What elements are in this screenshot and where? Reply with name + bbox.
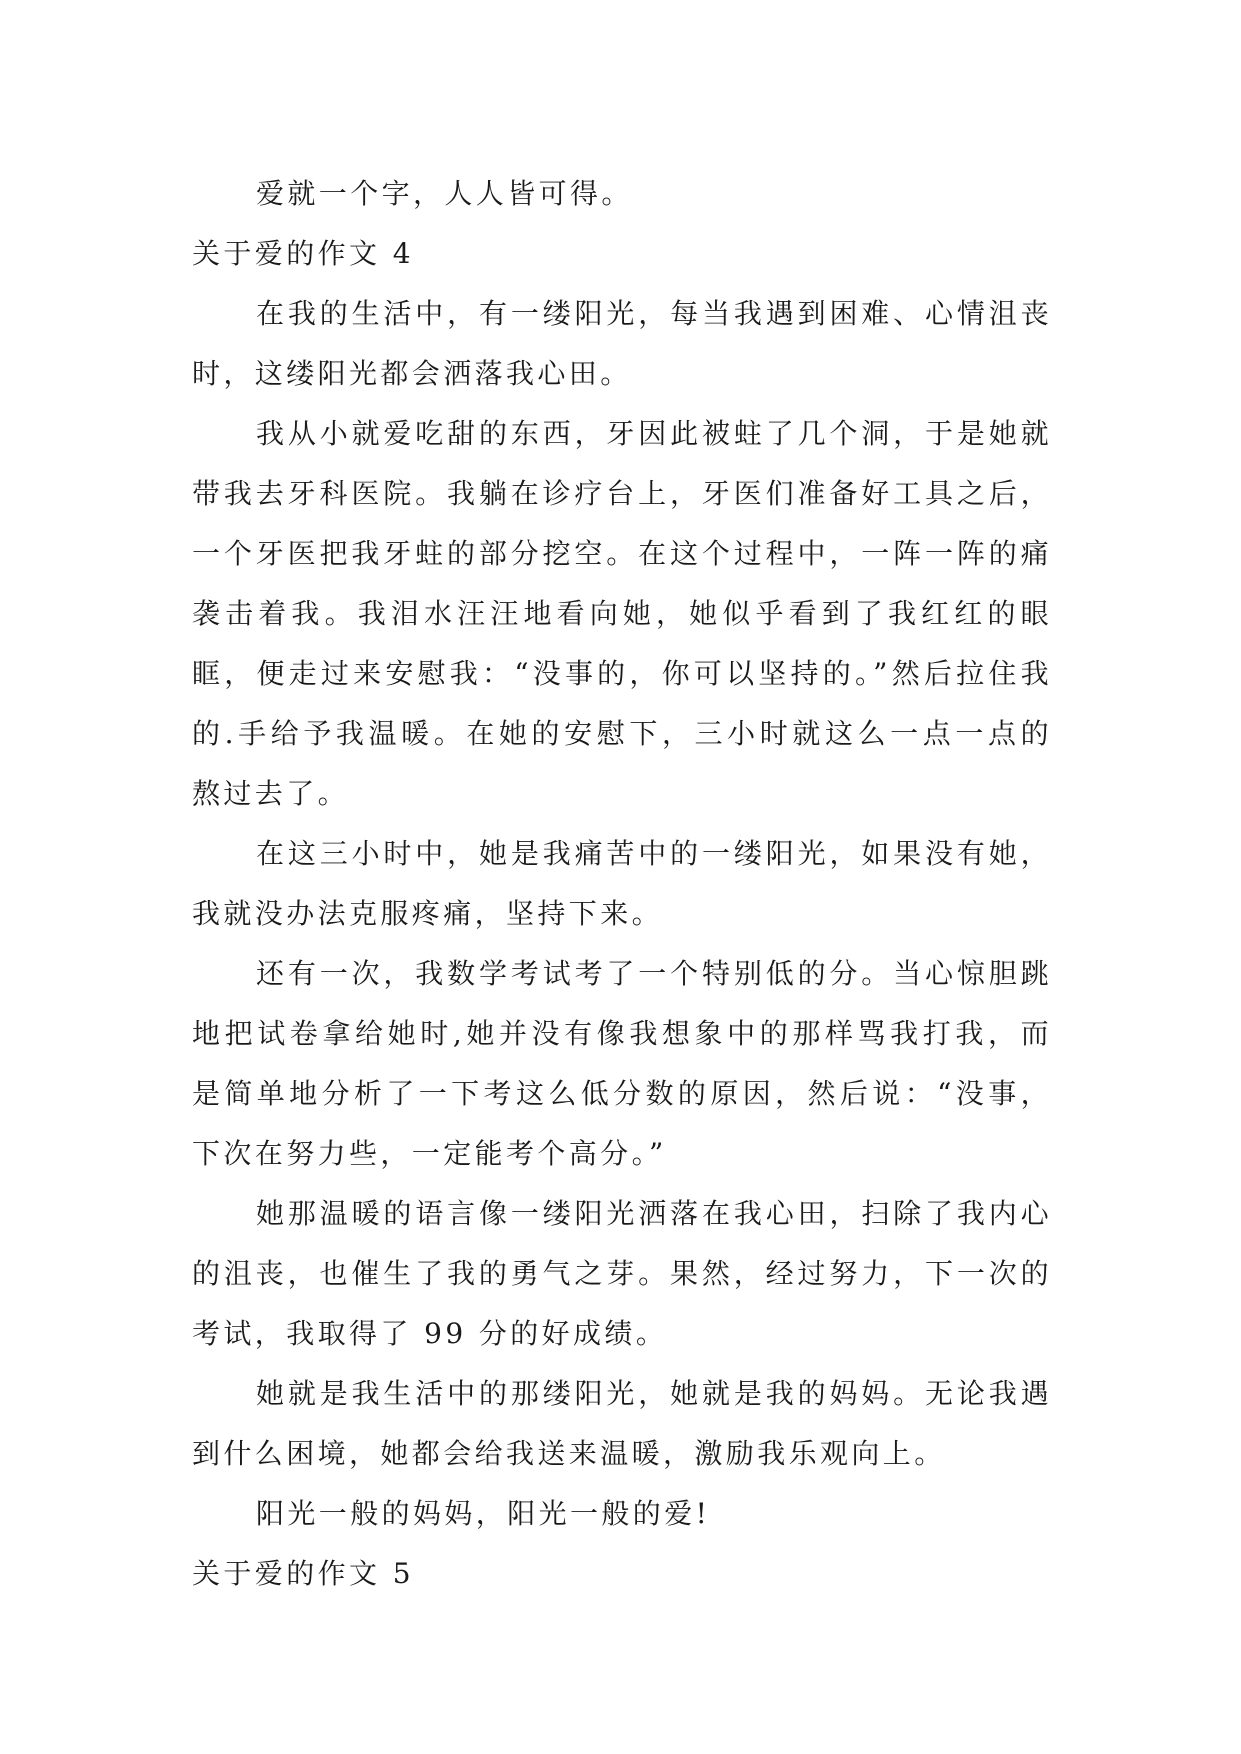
paragraph: 爱就一个字，人人皆可得。: [256, 177, 633, 210]
document-body: [192, 164, 1052, 1604]
paragraph: 我从小就爱吃甜的东西，牙因此被蛀了几个洞，于是她就带我去牙科医院。我躺在诊疗台上，牙医们准备好工具之后，一个牙医把我牙蛀的部分挖空。在这个过程中，一阵一阵的痛袭击着我。我泪水汪汪地看向她，她似乎看到了我红红的眼眶，便走过来安慰我：“没事的，你可以坚持的。”然后拉住我的.手给予我温暖。在她的安慰下，三小时就这么一点一点的熬过去了。: [192, 417, 1052, 810]
section-heading: 关于爱的作文 5: [192, 1557, 414, 1590]
section-heading: 关于爱的作文 4: [192, 237, 414, 270]
paragraph: 她就是我生活中的那缕阳光，她就是我的妈妈。无论我遇到什么困境，她都会给我送来温暖，激励我乐观向上。: [192, 1377, 1052, 1470]
paragraph: 还有一次，我数学考试考了一个特别低的分。当心惊胆跳地把试卷拿给她时,她并没有像我想象中的那样骂我打我，而是简单地分析了一下考这么低分数的原因，然后说：“没事，下次在努力些，一定能考个高分。”: [192, 957, 1052, 1170]
paragraph: 阳光一般的妈妈，阳光一般的爱!: [256, 1497, 711, 1530]
paragraph: 在这三小时中，她是我痛苦中的一缕阳光，如果没有她，我就没办法克服疼痛，坚持下来。: [192, 837, 1052, 930]
paragraph: 她那温暖的语言像一缕阳光洒落在我心田，扫除了我内心的沮丧，也催生了我的勇气之芽。果然，经过努力，下一次的考试，我取得了 99 分的好成绩。: [192, 1197, 1052, 1350]
paragraph: 在我的生活中，有一缕阳光，每当我遇到困难、心情沮丧时，这缕阳光都会洒落我心田。: [192, 297, 1052, 390]
